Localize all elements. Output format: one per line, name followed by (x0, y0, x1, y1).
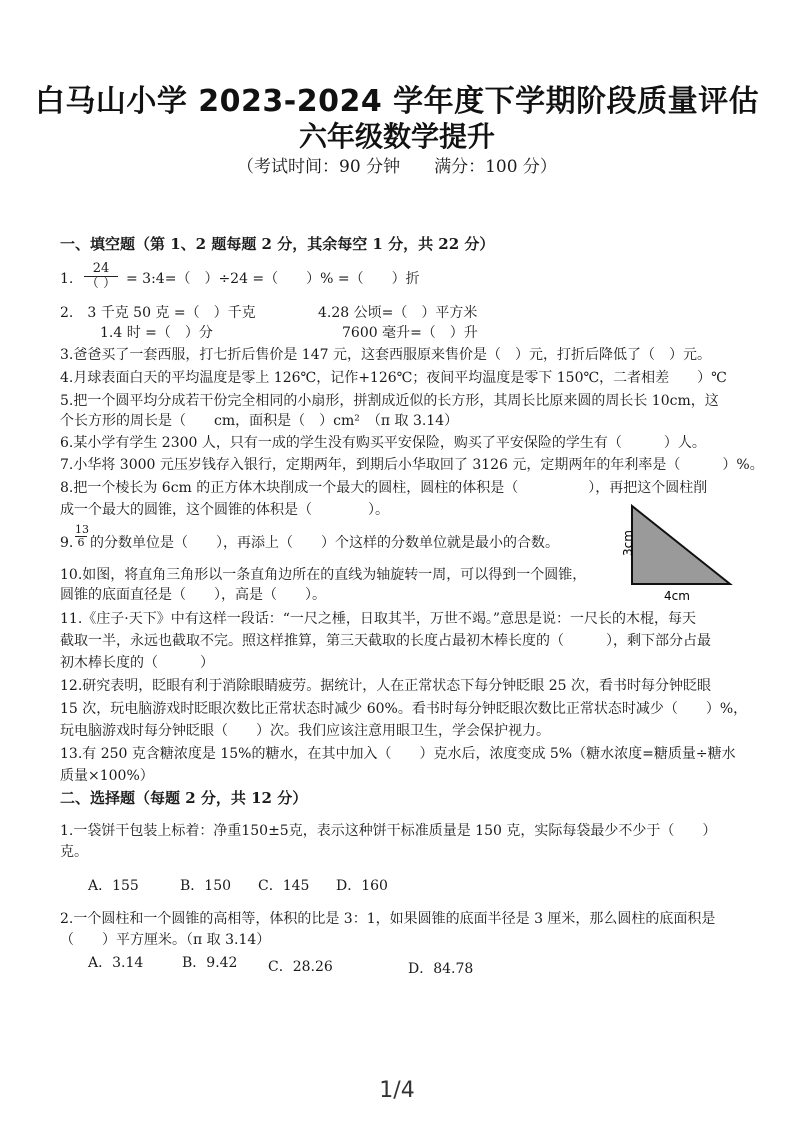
q2-d: 7600 毫升=（ ）升 (342, 325, 478, 341)
q11-line3: 初木棒长度的（ ） (60, 655, 214, 671)
q9-fraction (75, 524, 87, 549)
q9-number: 9. (60, 535, 74, 551)
q7: 7.小华将 3000 元压岁钱存入银行，定期两年，到期后小华取回了 3126 元，定期两年的年利率是（ ）%。 (60, 457, 764, 473)
q8-line2: 成一个最大的圆锥，这个圆锥的体积是（ ）。 (60, 502, 389, 518)
q6: 6.某小学有学生 2300 人，只有一成的学生没有购买平安保险，购买了平安保险的学生有（ ）人。 (60, 435, 706, 451)
s2-q2-option-c: C．28.26 (268, 959, 333, 975)
q12-line1: 12.研究表明，眨眼有利于消除眼睛疲劳。据统计，人在正常状态下每分钟眨眼 25 次，看书时每分钟眨眼 (60, 678, 711, 694)
exam-title: 白马山小学 2023-2024 学年度下学期阶段质量评估 (34, 84, 760, 119)
q9-text: 的分数单位是（ ），再添上（ ）个这样的分数单位就是最小的合数。 (90, 535, 559, 551)
s2-q2-option-d: D．84.78 (408, 961, 474, 977)
q4: 4.月球表面白天的平均温度是零上 126℃，记作+126℃；夜间平均温度是零下 150℃，二者相差 ）℃ (60, 370, 727, 386)
q5-line1: 5.把一个圆平均分成若干份完全相同的小扇形，拼割成近似的长方形，其周长比原来圆的周长长 10cm，这 (60, 393, 719, 409)
s2-q1-line2: 克。 (60, 844, 88, 860)
q1-fraction (84, 262, 118, 291)
base-label: 4cm (664, 589, 690, 603)
q13-line1: 13.有 250 克含糖浓度是 15%的糖水，在其中加入（ ）克水后，浓度变成 5%（糖水浓度=糖质量÷糖水 (60, 746, 736, 762)
s2-q2-line2: （ ）平方厘米。（π 取 3.14） (60, 932, 271, 948)
q1-fraction-denominator: （ ） (85, 276, 117, 291)
q12-line3: 玩电脑游戏时每分钟眨眼（ ）次。我们应该注意用眼卫生，学会保护视力。 (60, 723, 550, 739)
page-number: 1/4 (379, 1078, 415, 1103)
section1-heading: 一、填空题（第 1、2 题每题 2 分，其余每空 1 分，共 22 分） (60, 235, 495, 253)
q10-line1: 10.如图，将直角三角形以一条直角边所在的直线为轴旋转一周，可以得到一个圆锥， (60, 567, 587, 583)
q11-line1: 11.《庄子·天下》中有这样一段话：“一尺之棰，日取其半，万世不竭。”意思是说：一尺长的木棍，每天 (60, 611, 697, 627)
q9-fraction-denominator: 6 (77, 536, 85, 549)
q8-line1: 8.把一个棱长为 6cm 的正方体木块削成一个最大的圆柱，圆柱的体积是（ ），再把这个圆柱削 (60, 480, 708, 496)
s2-q1-line1: 1.一袋饼干包装上标着：净重150±5克，表示这种饼干标准质量是 150 克，实际每袋最少不少于（ ） (60, 823, 717, 839)
q3: 3.爸爸买了一套西服，打七折后售价是 147 元，这套西服原来售价是（ ）元，打折后降低了（ ）元。 (60, 347, 711, 363)
q13-line2: 质量×100%） (60, 768, 154, 784)
q2-a: 2. 3 千克 50 克 =（ ）千克 (60, 305, 256, 321)
q5-line2: 个长方形的周长是（ cm，面积是（ ）cm² （π 取 3.14） (60, 413, 459, 429)
section2-heading: 二、选择题（每题 2 分，共 12 分） (60, 789, 308, 807)
q11-line2: 截取一半，永远也截取不完。照这样推算，第三天截取的长度占最初木棒长度的（ ），剩下部分占最 (60, 633, 711, 649)
s2-q1-option-d: D．160 (336, 878, 388, 894)
q2-c: 1.4 时 =（ ）分 (100, 325, 213, 341)
q2-b: 4.28 公顷=（ ）平方米 (318, 305, 478, 321)
exam-subtitle: 六年级数学提升 (298, 120, 495, 153)
triangle-shape (632, 506, 730, 584)
s2-q1-option-a: A．155 (88, 878, 139, 894)
q1-number: 1. (60, 271, 74, 287)
exam-info: （考试时间：90 分钟 满分：100 分） (237, 157, 557, 177)
right-triangle-figure (608, 500, 758, 604)
q12-line2: 15 次，玩电脑游戏时眨眼次数比正常状态时减少 60%。看书时每分钟眨眼次数比正常状态时减少（ ）%， (60, 701, 748, 717)
q1-fraction-numerator: 24 (84, 262, 118, 277)
q1-text: = 3:4=（ ）÷24 =（ ）% =（ ）折 (126, 271, 420, 287)
s2-q1-option-c: C．145 (258, 878, 310, 894)
q10-line2: 圆锥的底面直径是（ ），高是（ ）。 (60, 587, 326, 603)
q9-fraction-numerator: 13 (75, 523, 89, 536)
s2-q2-line1: 2.一个圆柱和一个圆锥的高相等，体积的比是 3：1，如果圆锥的底面半径是 3 厘米，那么圆柱的底面积是 (60, 911, 716, 927)
s2-q1-option-b: B．150 (180, 878, 232, 894)
height-label: 3cm (621, 530, 635, 556)
s2-q2-option-a: A．3.14 (88, 955, 144, 971)
s2-q2-option-b: B．9.42 (182, 955, 238, 971)
